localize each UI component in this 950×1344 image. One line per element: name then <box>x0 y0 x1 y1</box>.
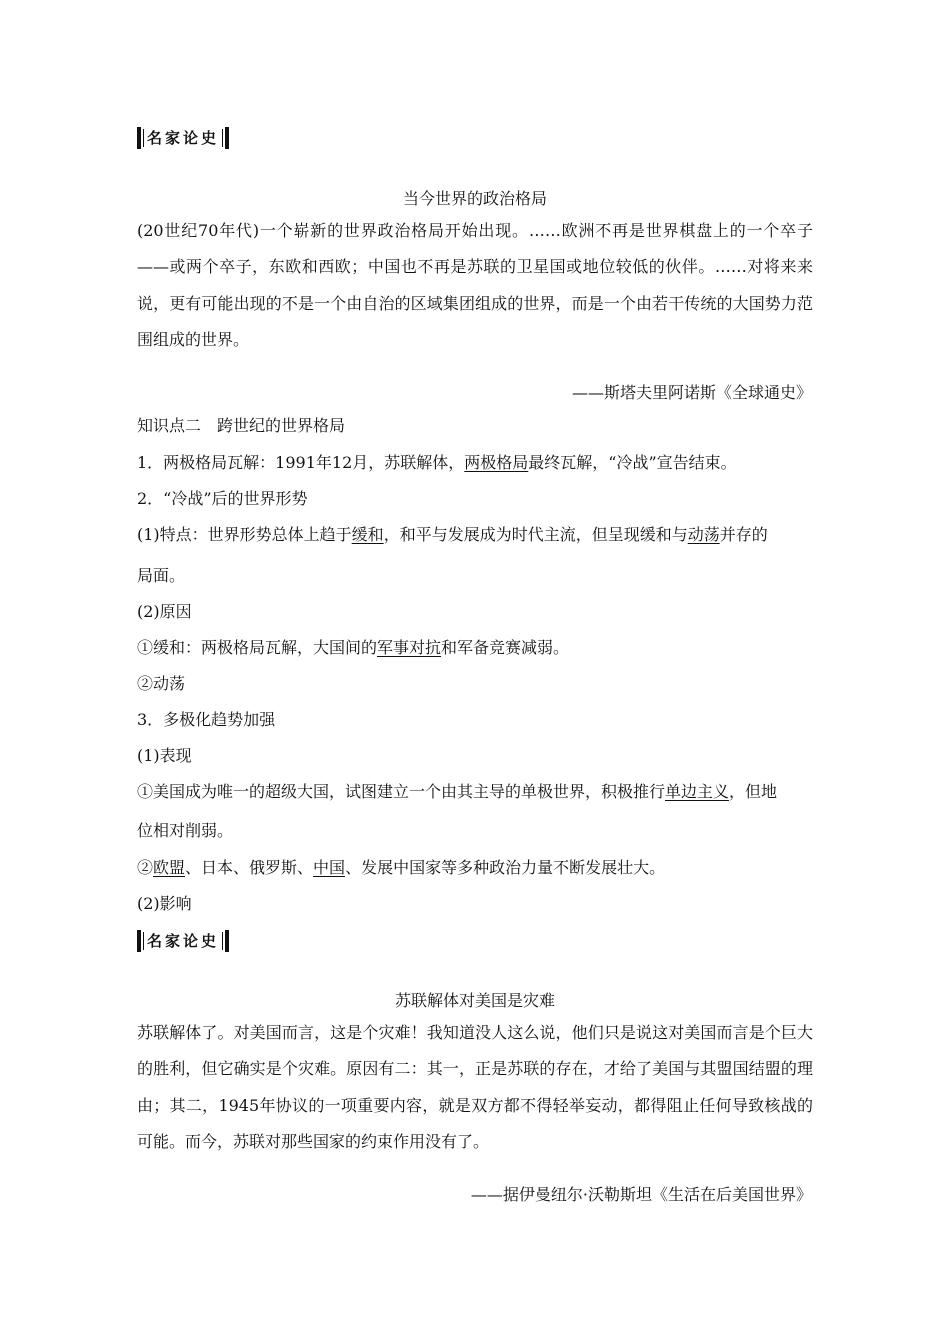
point-1-text: 1．两极格局瓦解：1991年12月，苏联解体， <box>137 453 465 472</box>
point-2-2-a-text-end: 和军备竞赛减弱。 <box>441 638 570 657</box>
point-3-1-b-marker: ② <box>137 858 154 877</box>
point-2-1-text: (1)特点：世界形势总体上趋于 <box>137 525 352 544</box>
underlined-term: 缓和 <box>351 525 384 544</box>
point-3-1-a-continued: 位相对削弱。 <box>137 821 234 840</box>
point-1-text-end: 最终瓦解，“冷战”宣告结束。 <box>528 453 737 472</box>
underlined-term: 军事对抗 <box>377 638 442 657</box>
point-2-1-text-end: 并存的 <box>719 525 768 544</box>
point-3-1: (1)表现 <box>137 746 192 765</box>
point-2-2-a <box>137 637 813 659</box>
point-2-2-a-text: ①缓和：两极格局瓦解，大国间的 <box>137 638 378 657</box>
point-2-2-b: ②动荡 <box>137 674 186 693</box>
point-3-1-a-text: ①美国成为唯一的超级大国，试图建立一个由其主导的单极世界，积极推行 <box>137 782 666 801</box>
underlined-term: 单边主义 <box>665 782 730 801</box>
point-2-1-text-mid: ，和平与发展成为时代主流，但呈现缓和与 <box>383 525 688 544</box>
excerpt-body: (20世纪70年代)一个崭新的世界政治格局开始出现。……欧洲不再是世界棋盘上的一个卒子——或两个卒子，东欧和西欧；中国也不再是苏联的卫星国或地位较低的伙伴。……对将来来说，更有可能出现的不是一个由自治的区域集团组成的世界，而是一个由若干传统的大国势力范围组成的世界。 <box>137 221 813 349</box>
point-3-1-a <box>137 781 813 803</box>
section-heading: 知识点二 跨世纪的世界格局 <box>137 416 346 435</box>
underlined-term: 动荡 <box>687 525 720 544</box>
point-2: 2．“冷战”后的世界形势 <box>137 489 308 508</box>
underlined-term: 中国 <box>313 858 346 877</box>
point-3-1-b <box>137 857 813 879</box>
excerpt-source: ——斯塔夫里阿诺斯《全球通史》 <box>571 383 812 402</box>
point-3: 3．多极化趋势加强 <box>137 710 276 729</box>
excerpt-title-2: 苏联解体对美国是灾难 <box>394 991 555 1010</box>
section-tag-famous-historians: 名家论史 <box>137 127 229 149</box>
section-tag-famous-historians-2: 名家论史 <box>137 930 229 952</box>
point-3-1-a-text-end: ，但地 <box>729 782 778 801</box>
point-3-1-b-text-end: 、发展中国家等多种政治力量不断发展壮大。 <box>345 858 666 877</box>
point-3-1-b-text-mid: 、日本、俄罗斯、 <box>185 858 314 877</box>
point-2-1-continued: 局面。 <box>137 566 186 585</box>
excerpt-body-2: 苏联解体了。对美国而言，这是个灾难！我知道没人这么说，他们只是说这对美国而言是个巨大的胜利，但它确实是个灾难。原因有二：其一，正是苏联的存在，才给了美国与其盟国结盟的理由；其二，1945年协议的一项重要内容，就是双方都不得轻举妄动，都得阻止任何导致核战的可能。而今，苏联对那些国家的约束作用没有了。 <box>137 1023 813 1151</box>
point-1 <box>137 452 813 474</box>
excerpt-source-2: ——据伊曼纽尔·沃勒斯坦《生活在后美国世界》 <box>470 1185 812 1204</box>
underlined-term: 两极格局 <box>464 453 529 472</box>
excerpt-title: 当今世界的政治格局 <box>402 189 547 208</box>
point-2-2: (2)原因 <box>137 602 192 621</box>
underlined-term: 欧盟 <box>153 858 186 877</box>
point-2-1 <box>137 524 813 546</box>
point-3-2: (2)影响 <box>137 894 192 913</box>
